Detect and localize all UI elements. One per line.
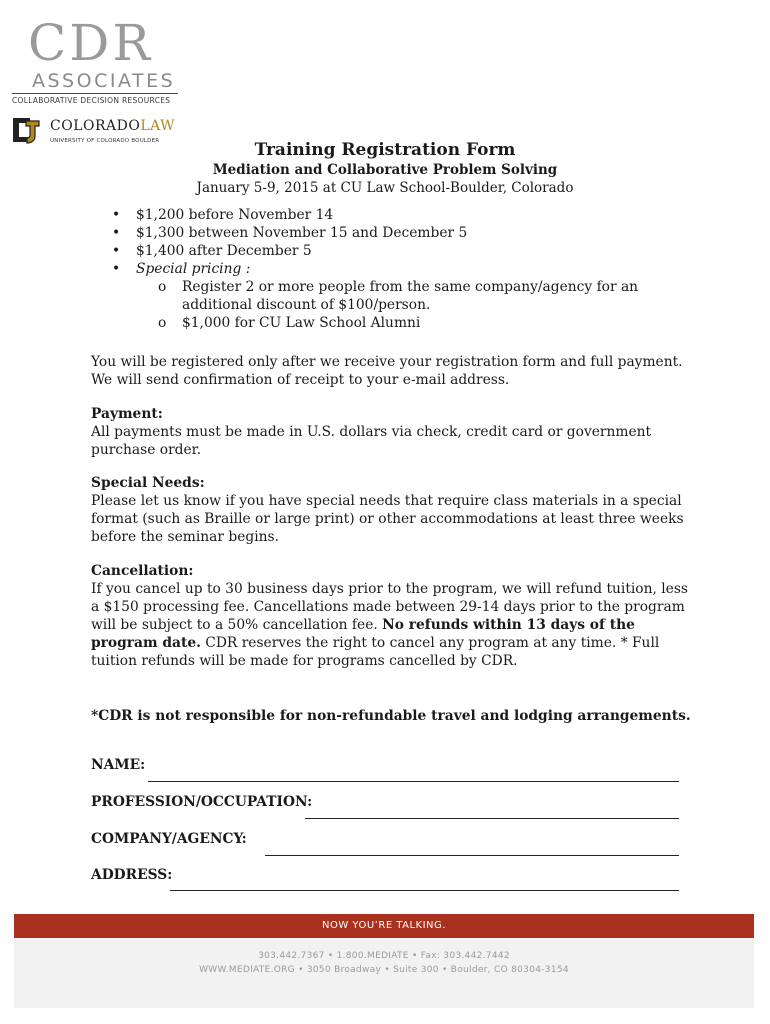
special-pricing-list xyxy=(158,278,678,332)
registration-note: You will be registered only after we receive your registration form and full payment. We will send confirmation of receipt to your e-mail address. xyxy=(91,354,683,388)
address-label: ADDRESS: xyxy=(91,867,173,883)
university-text: UNIVERSITY OF COLORADO BOULDER xyxy=(50,138,160,144)
no-refunds-notice: No refunds within 13 days of the program date. xyxy=(91,617,635,651)
event-dateline: January 5-9, 2015 at CU Law School-Boulder, Colorado xyxy=(196,180,574,196)
list-item: • $1,200 before November 14 xyxy=(112,206,467,224)
page-subtitle: Mediation and Collaborative Problem Solving xyxy=(212,162,558,178)
colorado-law-wordmark xyxy=(50,118,175,134)
law-text: LAW xyxy=(140,118,176,134)
footer-contact-line-2: WWW.MEDIATE.ORG • 3050 Broadway • Suite 300 • Boulder, CO 80304-3154 xyxy=(199,965,569,975)
page-title: Training Registration Form xyxy=(254,140,516,160)
logo-divider xyxy=(12,93,178,94)
name-field[interactable] xyxy=(148,781,679,782)
address-field[interactable] xyxy=(170,890,679,891)
payment-text: All payments must be made in U.S. dollars via check, credit card or government purchase order. xyxy=(91,424,652,458)
special-needs-text: Please let us know if you have special needs that require class materials in a special format (such as Braille or large print) or other accommodations at least three weeks before the seminar begins. xyxy=(91,493,684,545)
cdr-logo-text: CDR xyxy=(28,14,153,72)
list-item: o Register 2 or more people from the same company/agency for an additional discount of $100/person. xyxy=(158,278,678,314)
profession-field[interactable] xyxy=(305,818,679,819)
colorado-text: COLORADO xyxy=(50,118,141,134)
disclaimer: *CDR is not responsible for non-refundable travel and lodging arrangements. xyxy=(91,708,691,724)
footer-contact-line-1: 303.442.7367 • 1.800.MEDIATE • Fax: 303.442.7442 xyxy=(258,951,510,961)
list-item: • $1,400 after December 5 xyxy=(112,242,467,260)
pricing-list xyxy=(112,206,467,278)
cdr-tagline: COLLABORATIVE DECISION RESOURCES xyxy=(12,96,171,105)
list-item: • Special pricing : xyxy=(112,260,467,278)
cancellation-text xyxy=(91,580,691,670)
cancellation-heading: Cancellation: xyxy=(91,563,194,579)
profession-label: PROFESSION/OCCUPATION: xyxy=(91,794,313,810)
company-label: COMPANY/AGENCY: xyxy=(91,831,247,847)
company-field[interactable] xyxy=(265,855,679,856)
special-needs-heading: Special Needs: xyxy=(91,475,205,491)
list-item: o $1,000 for CU Law School Alumni xyxy=(158,314,678,332)
footer-slogan: NOW YOU’RE TALKING. xyxy=(14,914,754,938)
list-item: • $1,300 between November 15 and December 5 xyxy=(112,224,467,242)
cancellation-text-part-2: CDR reserves the right to cancel any program at any time. * Full tuition refunds will be made for programs cancelled by CDR. xyxy=(91,635,660,669)
cdr-associates-text: ASSOCIATES xyxy=(32,70,176,92)
cancellation-text-part-1: If you cancel up to 30 business days prior to the program, we will refund tuition, less a $150 processing fee. Cancellations made between 29-14 days prior to the program will be subject to a 50% cancellation fee. xyxy=(91,581,688,633)
payment-heading: Payment: xyxy=(91,406,163,422)
name-label: NAME: xyxy=(91,757,146,773)
